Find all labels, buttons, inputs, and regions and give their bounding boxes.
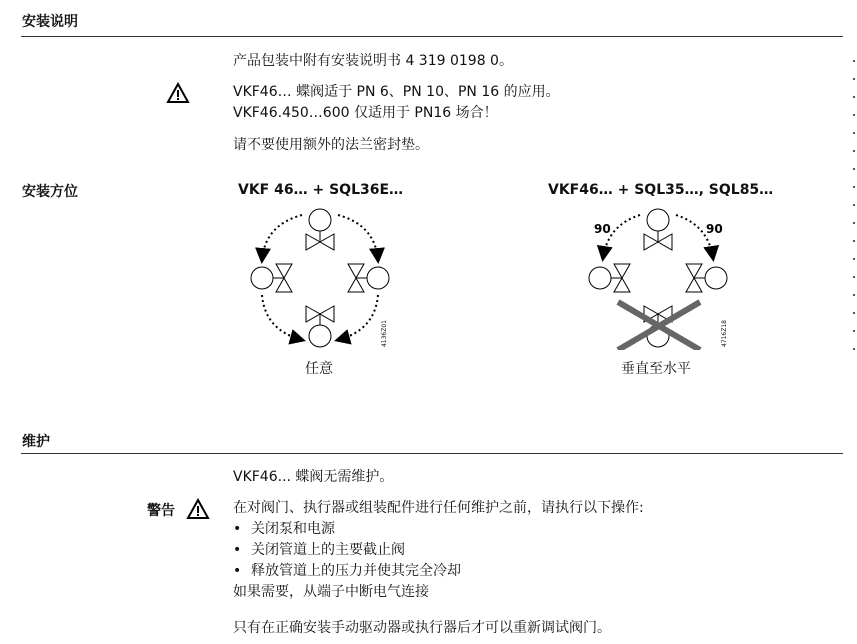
left-diagram-caption: 任意 [305,361,333,377]
section-heading-maintenance: 维护 [22,434,50,450]
list-item: • 释放管道上的压力并使其完全冷却 [233,563,461,579]
package-note: 产品包装中附有安装说明书 4 319 0198 0。 [233,53,513,69]
recommission-note: 只有在正确安装手动驱动器或执行器后才可以重新调试阀门。 [233,620,611,636]
section-heading-orientation: 安装方位 [22,184,78,200]
left-orientation-diagram [240,200,400,360]
disconnect-note: 如果需要，从端子中断电气连接 [233,584,429,600]
warning-triangle-icon [186,498,210,520]
right-diagram-code: 4716Z18 [721,320,728,348]
gasket-note: 请不要使用额外的法兰密封垫。 [233,137,429,153]
warning-pn-line: VKF46… 蝶阀适于 PN 6、PN 10、PN 16 的应用。 [233,84,560,100]
maintenance-free-note: VKF46... 蝶阀无需维护。 [233,469,394,485]
maintenance-step-list [233,519,461,582]
warning-label: 警告 [147,503,175,519]
list-item: • 关闭泵和电源 [233,521,335,537]
margin-marks [853,60,857,366]
list-item: • 关闭管道上的主要截止阀 [233,542,405,558]
left-diagram-code: 4136Z01 [381,320,388,348]
section-heading-installation-notes: 安装说明 [22,14,78,30]
warning-pn16-line: VKF46.450…600 仅适用于 PN16 场合！ [233,105,498,121]
section-divider [21,36,843,37]
angle-label-right: 90 [706,222,723,236]
warning-triangle-icon [166,82,190,104]
right-orientation-diagram [578,200,738,350]
right-diagram-caption: 垂直至水平 [621,361,691,377]
section-divider [21,453,843,454]
angle-label-left: 90 [594,222,611,236]
warning-intro: 在对阀门、执行器或组装配件进行任何维护之前，请执行以下操作: [233,500,644,516]
left-diagram-title: VKF 46… + SQL36E… [238,182,404,198]
right-diagram-title: VKF46… + SQL35…, SQL85… [548,182,774,198]
